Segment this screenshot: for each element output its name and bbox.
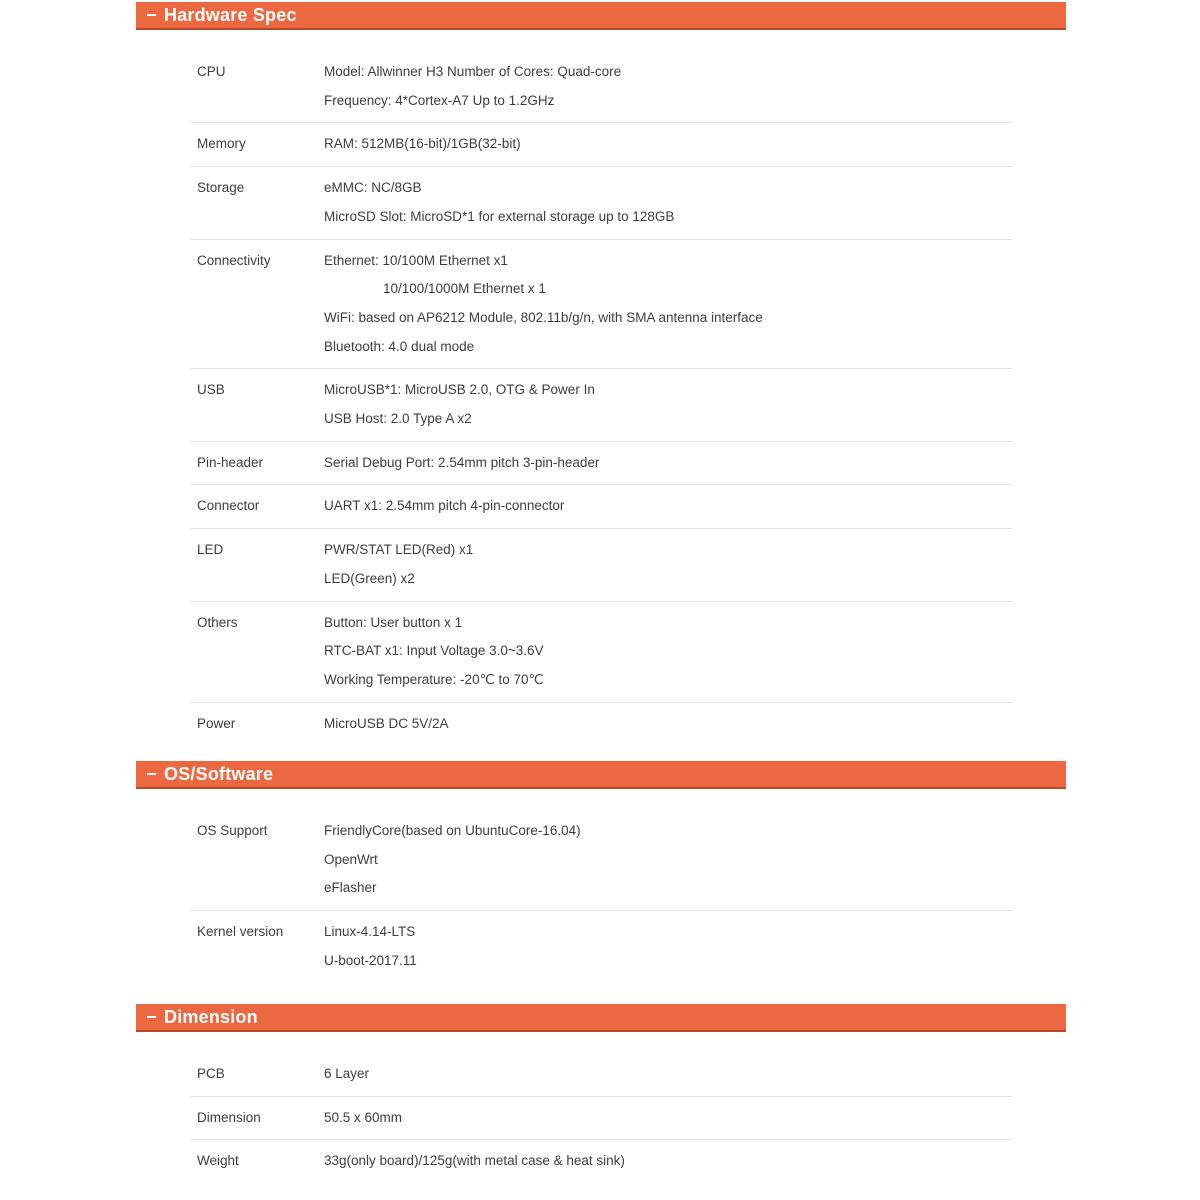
spec-row-os-support	[190, 810, 1012, 911]
spec-row-cpu	[190, 51, 1012, 123]
spec-row-connectivity	[190, 240, 1012, 370]
spec-value: Button: User button x 1	[324, 614, 463, 630]
spec-label: OS Support	[197, 823, 268, 838]
spec-value: MicroUSB DC 5V/2A	[324, 715, 449, 731]
spec-label: Dimension	[197, 1109, 261, 1125]
spec-row-others	[190, 602, 1012, 703]
section-title: Dimension	[164, 1006, 258, 1027]
spec-value: 50.5 x 60mm	[324, 1109, 403, 1125]
spec-value: Frequency: 4*Cortex-A7 Up to 1.2GHz	[324, 92, 555, 108]
spec-value: FriendlyCore(based on UbuntuCore-16.04)	[324, 823, 581, 838]
spec-value: WiFi: based on AP6212 Module, 802.11b/g/n, with SMA antenna interface	[324, 309, 763, 325]
spec-value: USB Host: 2.0 Type A x2	[324, 411, 472, 427]
spec-row-usb	[190, 369, 1012, 441]
spec-value: U-boot-2017.11	[324, 952, 417, 968]
spec-value: MicroSD Slot: MicroSD*1 for external storage up to 128GB	[324, 208, 675, 224]
spec-value: UART x1: 2.54mm pitch 4-pin-connector	[324, 498, 565, 514]
spec-table-os-software	[190, 810, 1012, 983]
spec-label: Others	[197, 614, 238, 630]
spec-label: Storage	[197, 180, 245, 196]
spec-table-dimension	[190, 1053, 1012, 1183]
spec-value: 33g(only board)/125g(with metal case & heat sink)	[324, 1153, 625, 1169]
spec-value: Ethernet: 10/100M Ethernet x1	[324, 252, 508, 268]
section-header-hardware-spec[interactable]	[136, 2, 1066, 30]
spec-value: Serial Debug Port: 2.54mm pitch 3-pin-header	[324, 454, 600, 470]
spec-row-power	[190, 703, 1012, 746]
spec-label: Kernel version	[197, 924, 284, 940]
spec-label: PCB	[197, 1066, 225, 1081]
spec-label: Memory	[197, 136, 246, 152]
spec-value: eFlasher	[324, 880, 377, 896]
spec-value: 6 Layer	[324, 1066, 370, 1081]
spec-row-led	[190, 529, 1012, 601]
spec-row-connector	[190, 485, 1012, 529]
spec-row-memory	[190, 123, 1012, 167]
spec-value: RTC-BAT x1: Input Voltage 3.0~3.6V	[324, 643, 544, 659]
spec-value: MicroUSB*1: MicroUSB 2.0, OTG & Power In	[324, 382, 595, 398]
collapse-icon	[147, 14, 156, 16]
spec-value: RAM: 512MB(16-bit)/1GB(32-bit)	[324, 136, 521, 152]
spec-row-kernel-version	[190, 911, 1012, 982]
spec-value: Model: Allwinner H3 Number of Cores: Quad-core	[324, 64, 622, 79]
spec-label: LED	[197, 542, 224, 558]
spec-row-storage	[190, 167, 1012, 239]
spec-row-dimension	[190, 1097, 1012, 1141]
spec-row-pcb	[190, 1053, 1012, 1097]
spec-value: LED(Green) x2	[324, 570, 415, 586]
spec-table-hardware	[190, 51, 1012, 745]
spec-label: CPU	[197, 64, 226, 79]
section-title: Hardware Spec	[164, 4, 297, 25]
spec-row-pin-header	[190, 442, 1012, 486]
section-header-os-software[interactable]	[136, 761, 1066, 789]
spec-label: Connector	[197, 498, 260, 514]
collapse-icon	[147, 1016, 156, 1018]
spec-label: Weight	[197, 1153, 239, 1169]
spec-row-weight	[190, 1140, 1012, 1183]
spec-label: Power	[197, 715, 236, 731]
spec-label: Connectivity	[197, 252, 271, 268]
section-title: OS/Software	[164, 763, 274, 784]
spec-label: USB	[197, 382, 225, 398]
spec-label: Pin-header	[197, 454, 264, 470]
spec-value: Linux-4.14-LTS	[324, 924, 416, 940]
spec-value: OpenWrt	[324, 851, 378, 867]
spec-value: PWR/STAT LED(Red) x1	[324, 542, 474, 558]
spec-value: eMMC: NC/8GB	[324, 180, 422, 196]
section-header-dimension[interactable]	[136, 1004, 1066, 1032]
spec-value: Bluetooth: 4.0 dual mode	[324, 338, 475, 354]
collapse-icon	[147, 773, 156, 775]
spec-value: 10/100/1000M Ethernet x 1	[383, 281, 546, 297]
spec-value: Working Temperature: -20℃ to 70℃	[324, 671, 544, 687]
